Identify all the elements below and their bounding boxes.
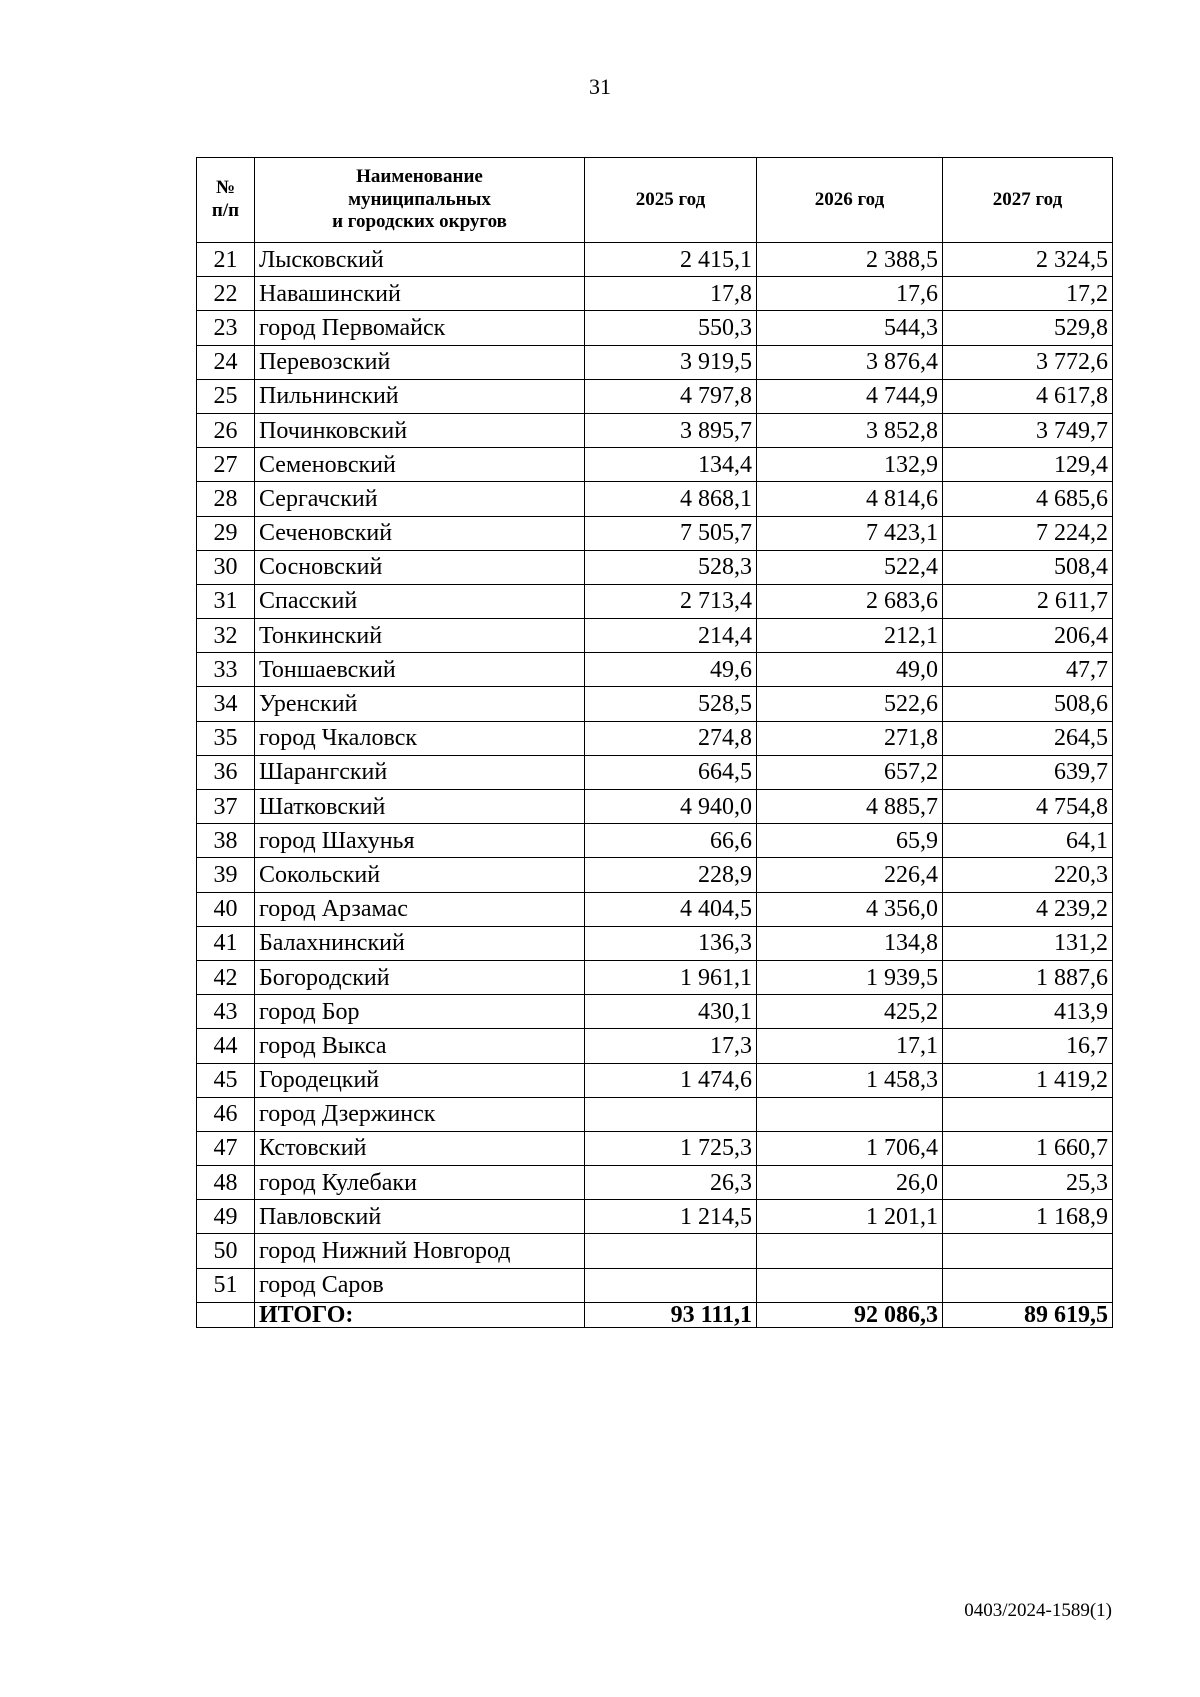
row-number: 33 [197, 653, 255, 687]
row-2026: 657,2 [757, 755, 943, 789]
row-number: 43 [197, 995, 255, 1029]
row-name: город Чкаловск [255, 721, 585, 755]
row-2027: 16,7 [943, 1029, 1113, 1063]
row-2026 [757, 1097, 943, 1131]
row-2025: 274,8 [585, 721, 757, 755]
row-2027: 1 887,6 [943, 960, 1113, 994]
table-row [197, 584, 1113, 618]
row-number: 26 [197, 413, 255, 447]
row-name: Починковский [255, 413, 585, 447]
row-name: Шарангский [255, 755, 585, 789]
table-row [197, 1268, 1113, 1302]
row-2025 [585, 1268, 757, 1302]
row-number: 46 [197, 1097, 255, 1131]
row-2025: 1 725,3 [585, 1131, 757, 1165]
table-row [197, 824, 1113, 858]
row-number: 45 [197, 1063, 255, 1097]
row-name: Лысковский [255, 243, 585, 277]
row-2025: 26,3 [585, 1166, 757, 1200]
row-number: 39 [197, 858, 255, 892]
table-row [197, 1166, 1113, 1200]
row-2025: 3 919,5 [585, 345, 757, 379]
row-name: Сеченовский [255, 516, 585, 550]
row-2026: 65,9 [757, 824, 943, 858]
page-number: 31 [589, 74, 611, 99]
row-2025: 66,6 [585, 824, 757, 858]
table-row [197, 1029, 1113, 1063]
row-2026: 132,9 [757, 448, 943, 482]
row-2027: 508,6 [943, 687, 1113, 721]
row-2025: 4 940,0 [585, 790, 757, 824]
row-name: город Кулебаки [255, 1166, 585, 1200]
table-row [197, 653, 1113, 687]
row-2026: 4 814,6 [757, 482, 943, 516]
row-2027: 413,9 [943, 995, 1113, 1029]
row-2026: 544,3 [757, 311, 943, 345]
table-row [197, 687, 1113, 721]
row-2025: 7 505,7 [585, 516, 757, 550]
row-2025: 528,3 [585, 550, 757, 584]
header-2026: 2026 год [757, 158, 943, 243]
row-2026: 3 852,8 [757, 413, 943, 447]
row-name: город Саров [255, 1268, 585, 1302]
row-2026: 17,6 [757, 277, 943, 311]
row-2025: 134,4 [585, 448, 757, 482]
table-row [197, 1063, 1113, 1097]
row-2025: 4 404,5 [585, 892, 757, 926]
table-row [197, 345, 1113, 379]
row-name: Тонкинский [255, 619, 585, 653]
row-number: 49 [197, 1200, 255, 1234]
row-2026: 26,0 [757, 1166, 943, 1200]
row-2027: 220,3 [943, 858, 1113, 892]
row-number: 28 [197, 482, 255, 516]
total-label: ИТОГО: [255, 1302, 585, 1327]
row-2025: 17,3 [585, 1029, 757, 1063]
row-2026: 522,6 [757, 687, 943, 721]
row-2025: 664,5 [585, 755, 757, 789]
row-2026: 226,4 [757, 858, 943, 892]
table-row [197, 960, 1113, 994]
header-name: Наименование муниципальных и городских округов [255, 158, 585, 243]
row-2026: 3 876,4 [757, 345, 943, 379]
row-name: Шатковский [255, 790, 585, 824]
row-2025: 1 474,6 [585, 1063, 757, 1097]
table-row [197, 516, 1113, 550]
row-2026: 1 706,4 [757, 1131, 943, 1165]
row-number: 50 [197, 1234, 255, 1268]
row-number: 41 [197, 926, 255, 960]
row-2026: 2 683,6 [757, 584, 943, 618]
row-number: 32 [197, 619, 255, 653]
table-row [197, 482, 1113, 516]
row-number: 23 [197, 311, 255, 345]
row-2025: 49,6 [585, 653, 757, 687]
row-2025: 3 895,7 [585, 413, 757, 447]
row-2025: 550,3 [585, 311, 757, 345]
row-2025: 136,3 [585, 926, 757, 960]
row-2025 [585, 1234, 757, 1268]
row-2026: 1 939,5 [757, 960, 943, 994]
row-2027 [943, 1268, 1113, 1302]
row-name: город Бор [255, 995, 585, 1029]
row-2025: 2 713,4 [585, 584, 757, 618]
row-name: Перевозский [255, 345, 585, 379]
row-2025: 17,8 [585, 277, 757, 311]
table-body [197, 243, 1113, 1303]
row-2027 [943, 1097, 1113, 1131]
row-number: 44 [197, 1029, 255, 1063]
row-2027: 639,7 [943, 755, 1113, 789]
row-number: 24 [197, 345, 255, 379]
row-2027: 1 419,2 [943, 1063, 1113, 1097]
table-row [197, 755, 1113, 789]
row-number: 34 [197, 687, 255, 721]
row-2025: 4 797,8 [585, 379, 757, 413]
row-name: город Арзамас [255, 892, 585, 926]
row-2027: 1 660,7 [943, 1131, 1113, 1165]
table-row [197, 1200, 1113, 1234]
row-2027: 4 754,8 [943, 790, 1113, 824]
row-2027: 529,8 [943, 311, 1113, 345]
row-2027: 64,1 [943, 824, 1113, 858]
row-2025: 528,5 [585, 687, 757, 721]
table-row [197, 243, 1113, 277]
row-name: Спасский [255, 584, 585, 618]
row-2026: 1 201,1 [757, 1200, 943, 1234]
row-2025: 2 415,1 [585, 243, 757, 277]
row-2027: 2 324,5 [943, 243, 1113, 277]
row-2027: 1 168,9 [943, 1200, 1113, 1234]
row-2026 [757, 1234, 943, 1268]
row-2025 [585, 1097, 757, 1131]
table-row [197, 379, 1113, 413]
row-2026: 212,1 [757, 619, 943, 653]
row-2025: 1 214,5 [585, 1200, 757, 1234]
row-number: 31 [197, 584, 255, 618]
table-header-row [197, 158, 1113, 243]
total-row [197, 1302, 1113, 1327]
row-2026: 49,0 [757, 653, 943, 687]
row-number: 27 [197, 448, 255, 482]
row-name: Сокольский [255, 858, 585, 892]
row-number: 42 [197, 960, 255, 994]
row-2026: 271,8 [757, 721, 943, 755]
row-name: Балахнинский [255, 926, 585, 960]
row-name: Уренский [255, 687, 585, 721]
row-2027: 47,7 [943, 653, 1113, 687]
row-2027: 264,5 [943, 721, 1113, 755]
row-name: город Первомайск [255, 311, 585, 345]
document-code: 0403/2024-1589(1) [964, 1600, 1112, 1621]
row-2027: 4 685,6 [943, 482, 1113, 516]
row-number: 21 [197, 243, 255, 277]
row-2026 [757, 1268, 943, 1302]
row-2027 [943, 1234, 1113, 1268]
row-name: Городецкий [255, 1063, 585, 1097]
row-name: город Шахунья [255, 824, 585, 858]
row-number: 30 [197, 550, 255, 584]
row-2026: 4 885,7 [757, 790, 943, 824]
row-name: Тоншаевский [255, 653, 585, 687]
table-row [197, 790, 1113, 824]
row-2027: 17,2 [943, 277, 1113, 311]
row-2025: 214,4 [585, 619, 757, 653]
table-row [197, 995, 1113, 1029]
total-2026: 92 086,3 [757, 1302, 943, 1327]
row-2026: 17,1 [757, 1029, 943, 1063]
total-2025: 93 111,1 [585, 1302, 757, 1327]
total-2027: 89 619,5 [943, 1302, 1113, 1327]
row-2025: 228,9 [585, 858, 757, 892]
row-2027: 7 224,2 [943, 516, 1113, 550]
row-2027: 508,4 [943, 550, 1113, 584]
row-2027: 3 749,7 [943, 413, 1113, 447]
row-name: город Дзержинск [255, 1097, 585, 1131]
table-row [197, 311, 1113, 345]
header-number: № п/п [197, 158, 255, 243]
row-number: 22 [197, 277, 255, 311]
row-2027: 3 772,6 [943, 345, 1113, 379]
row-number: 25 [197, 379, 255, 413]
row-name: Кстовский [255, 1131, 585, 1165]
row-name: Семеновский [255, 448, 585, 482]
row-2026: 4 356,0 [757, 892, 943, 926]
row-2025: 430,1 [585, 995, 757, 1029]
row-2025: 4 868,1 [585, 482, 757, 516]
row-number: 38 [197, 824, 255, 858]
row-name: Сосновский [255, 550, 585, 584]
row-name: город Выкса [255, 1029, 585, 1063]
row-name: Павловский [255, 1200, 585, 1234]
row-2027: 4 617,8 [943, 379, 1113, 413]
row-number: 51 [197, 1268, 255, 1302]
row-2026: 1 458,3 [757, 1063, 943, 1097]
row-2027: 2 611,7 [943, 584, 1113, 618]
row-2026: 4 744,9 [757, 379, 943, 413]
row-2027: 129,4 [943, 448, 1113, 482]
row-number: 37 [197, 790, 255, 824]
table-row [197, 619, 1113, 653]
row-number: 47 [197, 1131, 255, 1165]
table-row [197, 413, 1113, 447]
row-2027: 131,2 [943, 926, 1113, 960]
row-2026: 2 388,5 [757, 243, 943, 277]
table-row [197, 858, 1113, 892]
row-number: 40 [197, 892, 255, 926]
table-row [197, 926, 1113, 960]
header-2025: 2025 год [585, 158, 757, 243]
table-row [197, 550, 1113, 584]
table-row [197, 277, 1113, 311]
row-name: Богородский [255, 960, 585, 994]
row-number: 36 [197, 755, 255, 789]
row-2027: 25,3 [943, 1166, 1113, 1200]
row-2026: 522,4 [757, 550, 943, 584]
row-name: Пильнинский [255, 379, 585, 413]
table-row [197, 721, 1113, 755]
table-row [197, 1131, 1113, 1165]
row-number: 29 [197, 516, 255, 550]
table-row [197, 448, 1113, 482]
header-2027: 2027 год [943, 158, 1113, 243]
row-name: Сергачский [255, 482, 585, 516]
row-2026: 134,8 [757, 926, 943, 960]
allocation-table [196, 157, 1113, 1328]
row-2025: 1 961,1 [585, 960, 757, 994]
table-row [197, 892, 1113, 926]
row-name: город Нижний Новгород [255, 1234, 585, 1268]
row-2026: 425,2 [757, 995, 943, 1029]
total-number-cell [197, 1302, 255, 1327]
row-number: 35 [197, 721, 255, 755]
row-2027: 206,4 [943, 619, 1113, 653]
row-name: Навашинский [255, 277, 585, 311]
table-row [197, 1097, 1113, 1131]
row-2027: 4 239,2 [943, 892, 1113, 926]
row-number: 48 [197, 1166, 255, 1200]
table-row [197, 1234, 1113, 1268]
row-2026: 7 423,1 [757, 516, 943, 550]
